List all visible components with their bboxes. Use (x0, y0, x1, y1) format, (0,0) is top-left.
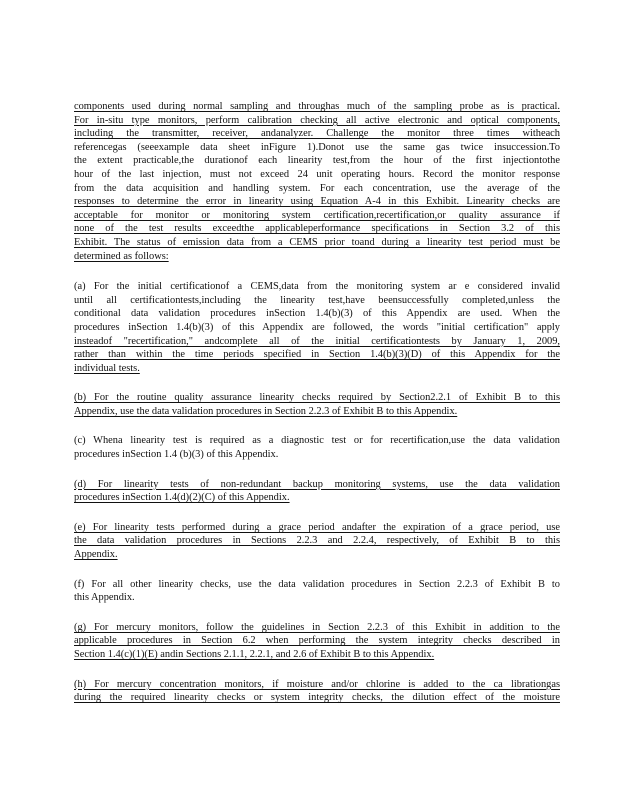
text-line: (b) For the routine quality assurance linearity checks required by Section2.2.1 of Exhibit B to this (74, 392, 560, 404)
paragraph-d (74, 478, 560, 505)
text-line: (f) For all other linearity checks, use the data validation procedures in Section 2.2.3 of Exhibit B to (74, 578, 560, 590)
paragraph-g (74, 621, 560, 662)
text-line: procedures inSection 1.4(b)(3) of this Appendix are followed, the words "initial certification" apply (74, 321, 560, 333)
text-line: the extent practicable,the durationof each linearity test,from the hour of the first injectiontothe (74, 155, 560, 167)
text-line: (d) For linearity tests of non-redundant backup monitoring systems, use the data validation (74, 478, 560, 490)
text-line: (c) Whena linearity test is required as a diagnostic test or for recertification,use the data validation (74, 435, 560, 447)
text-line: determined as follows: (74, 250, 169, 262)
text-line: components used during normal sampling and throughas much of the sampling probe as is practical. (74, 101, 560, 112)
text-line: rather than within the time periods specified in Section 1.4(b)(3)(D) of this Appendix for the (74, 349, 560, 361)
text-line: (a) For the initial certificationof a CEMS,data from the monitoring system ar e considered invalid (74, 281, 560, 293)
text-line: the data validation procedures in Sections 2.2.3 and 2.2.4, respectively, of Exhibit B to this (74, 535, 560, 547)
paragraph-b (74, 391, 560, 418)
text-line: procedures inSection 1.4 (b)(3) of this Appendix. (74, 449, 279, 461)
text-line: Appendix, use the data validation procedures in Section 2.2.3 of Exhibit B to this Appendix. (74, 405, 458, 417)
text-line: insteadof "recertification," andcomplete all of the initial certificationtests by January 1, 2009, (74, 335, 560, 347)
text-line: including the transmitter, receiver, andanalyzer. Challenge the monitor three times witheach (74, 128, 560, 140)
text-line: responses to determine the error in linearity using Equation A-4 in this Exhibit. Linearity checks are (74, 196, 560, 208)
text-line: applicable procedures in Section 6.2 when performing the system integrity checks described in (74, 635, 560, 647)
document-page (74, 100, 560, 720)
paragraph-intro (74, 100, 560, 263)
text-line: (g) For mercury monitors, follow the guidelines in Section 2.2.3 of this Exhibit in addition to the (74, 621, 560, 633)
paragraph-f (74, 578, 560, 605)
text-line: from the data acquisition and handling system. For each concentration, use the average of the (74, 182, 560, 194)
paragraph-a (74, 280, 560, 375)
text-line: this Appendix. (74, 592, 135, 604)
text-line: (e) For linearity tests performed during a grace period andafter the expiration of a grace period, use (74, 521, 560, 533)
text-line: conditional data validation procedures inSection 1.4(b)(3) of this Appendix are used. When the (74, 308, 560, 320)
text-line: until all certificationtests,including the linearity test,have beensuccessfully completed,unless the (74, 294, 560, 306)
text-line: Section 1.4(c)(1)(E) andin Sections 2.1.1, 2.2.1, and 2.6 of Exhibit B to this Appendix. (74, 649, 435, 660)
text-line: Appendix. (74, 549, 118, 561)
paragraph-h (74, 678, 560, 705)
text-line: referencegas (seeexample data sheet inFigure 1).Donot use the same gas twice insuccession.To (74, 141, 560, 153)
text-line: none of the test results exceedthe applicableperformance specifications in Section 3.2 of this (74, 223, 560, 235)
text-line: during the required linearity checks or system integrity checks, the dilution effect of the moisture (74, 692, 560, 704)
text-line: hour of the last injection, must not exceed 24 unit operating hours. Record the monitor response (74, 168, 560, 180)
text-line: procedures inSection 1.4(d)(2)(C) of this Appendix. (74, 492, 290, 504)
paragraph-e (74, 521, 560, 562)
text-line: Exhibit. The status of emission data from a CEMS prior toand during a linearity test period must be (74, 236, 560, 248)
paragraph-c (74, 434, 560, 461)
text-line: acceptable for monitor or monitoring system certification,recertification,or quality assurance if (74, 209, 560, 221)
text-line: (h) For mercury concentration monitors, if moisture and/or chlorine is added to the ca librationgas (74, 678, 560, 690)
text-line: individual tests. (74, 362, 140, 374)
text-line: For in-situ type monitors, perform calibration checking all active electronic and optical components, (74, 114, 560, 126)
